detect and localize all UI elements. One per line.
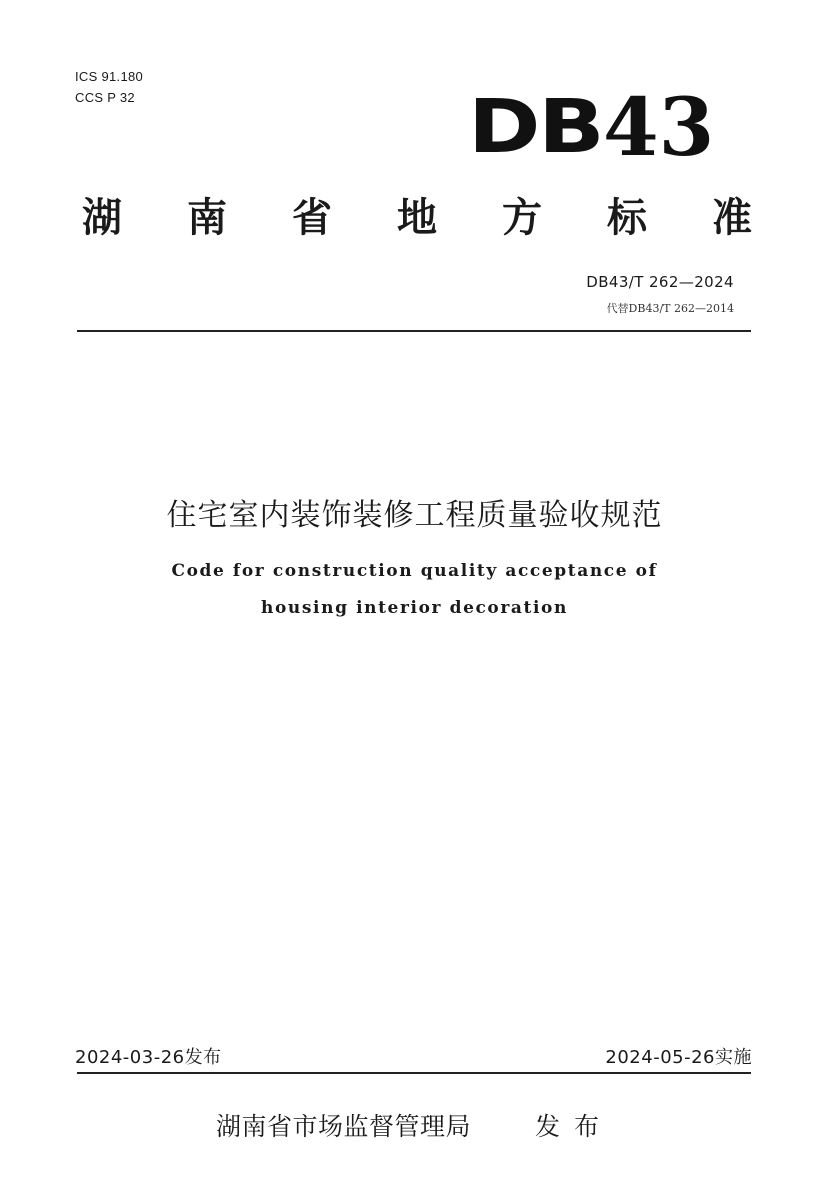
issuer-name: 湖南省市场监督管理局 bbox=[216, 1112, 472, 1141]
top-divider bbox=[77, 330, 751, 332]
standard-type-char: 地 bbox=[397, 195, 437, 241]
replaces-note: 代替DB43/T 262—2014 bbox=[606, 302, 734, 315]
standard-type-char: 湖 bbox=[82, 195, 122, 241]
standard-type-char: 准 bbox=[712, 195, 752, 241]
standard-code: DB43/T 262—2024 bbox=[586, 273, 734, 291]
logo-number: 43 bbox=[603, 80, 715, 174]
standard-type-char: 南 bbox=[187, 195, 227, 241]
standard-type-char: 标 bbox=[607, 195, 647, 241]
standard-type-char: 方 bbox=[502, 195, 542, 241]
issue-date: 2024-03-26发布 bbox=[75, 1047, 222, 1068]
document-title-chinese: 住宅室内装饰装修工程质量验收规范 bbox=[166, 498, 663, 533]
db43-logo bbox=[468, 80, 728, 174]
standard-type-title bbox=[82, 186, 752, 243]
implementation-date: 2024-05-26实施 bbox=[605, 1047, 752, 1068]
ccs-code: CCS P 32 bbox=[75, 90, 135, 105]
issuer-action: 发布 bbox=[534, 1112, 613, 1141]
logo-letters: DB bbox=[468, 84, 603, 170]
issuer-line bbox=[0, 1107, 829, 1143]
ics-code: ICS 91.180 bbox=[75, 69, 144, 84]
document-title-english-line1: Code for construction quality acceptance of bbox=[171, 561, 658, 581]
document-title-english-line2: housing interior decoration bbox=[261, 598, 568, 618]
bottom-divider bbox=[77, 1072, 751, 1074]
standard-type-char: 省 bbox=[292, 195, 332, 241]
